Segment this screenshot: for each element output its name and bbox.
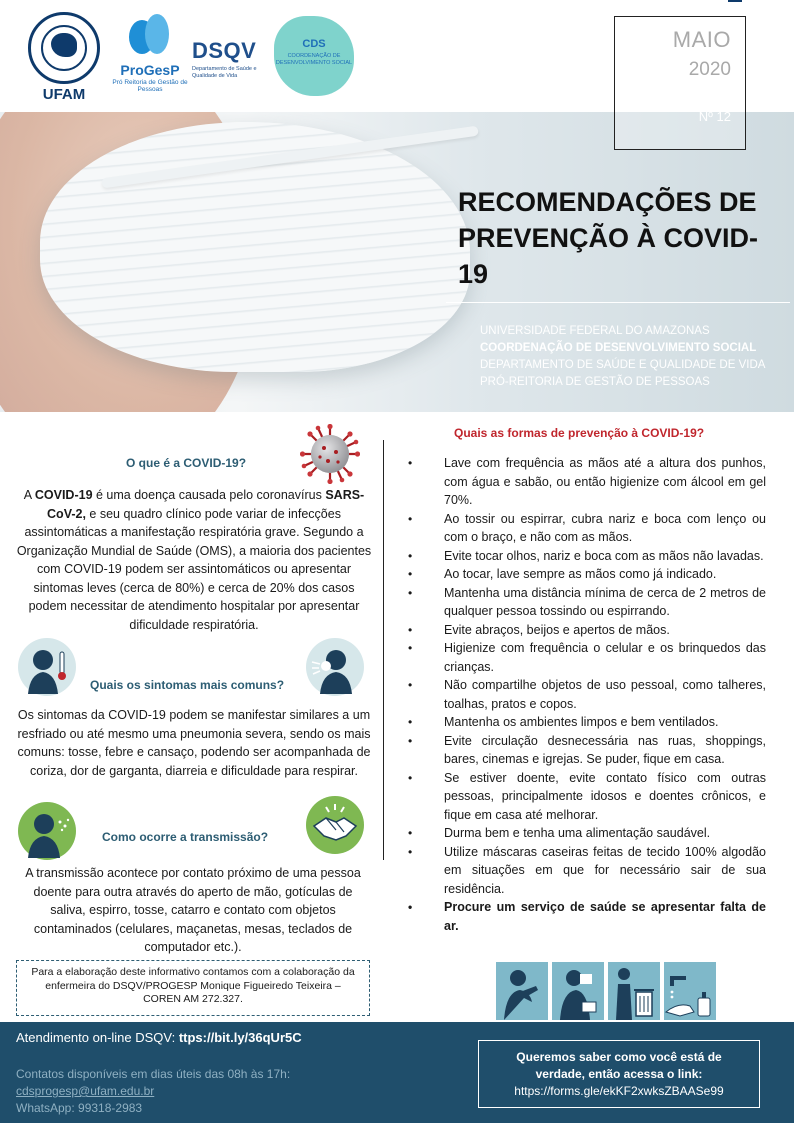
what-term: SARS-CoV-2, — [47, 488, 365, 521]
bullet-icon: • — [408, 622, 413, 637]
prevention-heading: Quais as formas de prevenção à COVID-19? — [454, 426, 705, 440]
page-title — [458, 184, 788, 292]
prevention-item — [398, 510, 766, 547]
prevention-item-text: Higienize com frequência o celular e os brinquedos das crianças. — [444, 641, 766, 674]
handshake-icon — [306, 796, 364, 854]
prevention-item — [398, 676, 766, 713]
corner-mark — [728, 0, 742, 2]
prevention-item-text: Evite circulação desnecessária nas ruas, shoppings, bares, cinemas e igrejas. Se puder, fique em casa. — [444, 733, 766, 766]
org-line: DEPARTAMENTO DE SAÚDE E QUALIDADE DE VIDA — [480, 359, 766, 371]
contacts-hours: Contatos disponíveis em dias úteis das 08h às 17h: — [16, 1067, 291, 1081]
what-heading: O que é a COVID-19? — [126, 456, 247, 470]
prevention-item — [398, 713, 766, 732]
symptoms-heading: Quais os sintomas mais comuns? — [90, 678, 285, 692]
prevention-item — [398, 639, 766, 676]
prevention-item-text: Durma bem e tenha uma alimentação saudável. — [444, 826, 711, 840]
what-paragraph — [16, 486, 372, 634]
bullet-icon: • — [408, 715, 413, 729]
prevention-item — [398, 843, 766, 899]
bullet-icon: • — [408, 511, 413, 526]
symptoms-paragraph: Os sintomas da COVID-19 podem se manifestar similares a um resfriado ou até mesmo uma pneumonia severa, sendo os mais comuns: tosse, febre e cansaço, podendo ser acompanhada de coriza, dor de garganta, diarreia e dificuldade para respirar. — [17, 708, 371, 778]
hero-org-list — [480, 323, 790, 391]
online-service-line — [16, 1030, 302, 1045]
dsqv-logo-sub: Departamento de Saúde e Qualidade de Vida — [192, 66, 257, 79]
cds-logo-sub: COORDENAÇÃO DE DESENVOLVIMENTO SOCIAL — [275, 53, 353, 66]
ufam-seal-icon — [28, 12, 100, 84]
org-line: COORDENAÇÃO DE DESENVOLVIMENTO SOCIAL — [480, 342, 757, 354]
org-line: UNIVERSIDADE FEDERAL DO AMAZONAS — [480, 325, 710, 337]
prevention-item-text: Procure um serviço de saúde se apresentar falta de ar. — [444, 900, 766, 933]
sneezing-person-icon — [18, 802, 76, 860]
hero-divider — [446, 302, 790, 303]
trash-bin-icon — [608, 962, 660, 1020]
contact-whatsapp: WhatsApp: 99318-2983 — [16, 1101, 143, 1115]
bullet-icon: • — [408, 548, 413, 563]
issue-month: MAIO — [672, 27, 731, 52]
page-title-line1: RECOMENDAÇÕES DE — [458, 187, 757, 217]
progesp-logo-word: ProGesP — [120, 62, 180, 78]
contact-email-link[interactable]: cdsprogesp@ufam.edu.br — [16, 1084, 155, 1098]
cds-logo-word: CDS — [302, 38, 326, 50]
what-text: A — [23, 488, 35, 502]
prevention-item-text: Mantenha os ambientes limpos e bem ventilados. — [444, 715, 719, 729]
survey-callout-line2: verdade, então acessa o link: — [535, 1067, 703, 1081]
progesp-logo — [110, 14, 190, 93]
issue-year: 2020 — [688, 59, 731, 80]
org-line: PRÓ-REITORIA DE GESTÃO DE PESSOAS — [480, 376, 710, 388]
what-text: e seu quadro clínico pode variar de infecções assintomáticas a manifestação respiratória grave. Segundo a Organização Mundial de Saúde (OMS), a maioria dos pacientes com COVID-19 podem ser assintomáticos ou apresentar sintomas leves (cerca de 80%) e cerca de 20% dos casos podem necessitar de atendimento hospitalar por apresentar dificuldade respiratória. — [16, 506, 372, 632]
prevention-item-text: Utilize máscaras caseiras feitas de tecido 100% algodão em situações em que for necessário sair de sua residência. — [444, 844, 766, 896]
prevention-item-text: Não compartilhe objetos de uso pessoal, como talheres, toalhas, pratos e copos. — [444, 678, 766, 711]
progesp-logo-sub: Pró Reitoria de Gestão de Pessoas — [112, 79, 188, 93]
survey-link[interactable]: https://forms.gle/ekKF2xwksZBAASe99 — [514, 1084, 724, 1098]
progesp-mark-icon — [129, 14, 171, 56]
bullet-icon: • — [408, 733, 413, 748]
issue-number: Nº 12 — [698, 109, 731, 124]
bullet-icon: • — [408, 826, 413, 840]
prevention-item-text: Se estiver doente, evite contato físico com outras pessoas, principalmente idosos e doentes crônicos, e fique em casa até melhorar. — [444, 770, 766, 822]
credits-note: Para a elaboração deste informativo contamos com a colaboração da enfermeira do DSQV/PROGESP Monique Figueiredo Teixeira – COREN AM 272.327. — [16, 960, 370, 1016]
prevention-item — [398, 547, 766, 566]
bullet-icon: • — [408, 844, 413, 859]
bullet-icon: • — [408, 456, 413, 470]
prevention-item-text: Mantenha uma distância mínima de cerca de 2 metros de qualquer pessoa tossindo ou espirrando. — [444, 585, 766, 618]
ufam-logo-word: UFAM — [42, 86, 86, 103]
survey-callout-line1: Queremos saber como você está de — [516, 1050, 722, 1064]
prevention-item — [398, 732, 766, 769]
coughing-person-icon — [306, 638, 364, 696]
contacts-block — [16, 1066, 290, 1117]
right-column — [398, 412, 770, 968]
transmission-heading: Como ocorre a transmissão? — [102, 830, 269, 844]
ufam-logo — [28, 12, 100, 103]
prevention-item-text: Ao tossir ou espirrar, cubra nariz e boca com lenço ou com o braço, e não com as mãos. — [444, 511, 766, 544]
footer — [0, 1022, 794, 1123]
bullet-icon: • — [408, 641, 413, 655]
prevention-item — [398, 454, 766, 510]
cough-into-elbow-icon — [496, 962, 548, 1020]
survey-callout — [478, 1040, 760, 1108]
what-term: COVID-19 — [34, 488, 93, 502]
online-service-label: Atendimento on-line DSQV: — [16, 1030, 179, 1045]
bullet-icon: • — [408, 567, 413, 581]
handwashing-icon — [664, 962, 716, 1020]
prevention-item — [398, 769, 766, 825]
prevention-item-text: Ao tocar, lave sempre as mãos como já indicado. — [444, 567, 717, 581]
transmission-paragraph: A transmissão acontece por contato próximo de uma pessoa doente para outra através do aperto de mão, gotículas de saliva, espirro, tosse, catarro e contato com objetos contaminados (celulares, maçanetas, mesas, teclados de computador etc.). — [25, 866, 361, 954]
what-text: é uma doença causada pelo coronavírus — [92, 488, 326, 502]
prevention-item-text: Evite tocar olhos, nariz e boca com as mãos não lavadas. — [444, 548, 764, 563]
prevention-item — [398, 621, 766, 640]
page-title-line2: PREVENÇÃO À COVID-19 — [458, 223, 759, 289]
cds-logo — [274, 16, 354, 96]
prevention-item-text: Lave com frequência as mãos até a altura dos punhos, com água e sabão, ou então higienize com álcool em gel 70%. — [444, 456, 766, 507]
prevention-item — [398, 565, 766, 584]
column-divider — [383, 440, 384, 860]
prevention-item — [398, 584, 766, 621]
prevention-item-text: Evite abraços, beijos e apertos de mãos. — [444, 622, 670, 637]
bullet-icon: • — [408, 678, 413, 692]
prevention-item — [398, 898, 766, 935]
sneeze-tissue-icon — [552, 962, 604, 1020]
left-column — [16, 412, 376, 1022]
issue-box — [614, 16, 746, 150]
dsqv-logo — [192, 38, 266, 80]
dsqv-logo-word: DSQV — [192, 38, 257, 63]
hero-banner — [0, 112, 794, 412]
online-service-link[interactable]: ttps://bit.ly/36qUr5C — [178, 1030, 302, 1045]
bullet-icon: • — [408, 585, 413, 600]
bullet-icon: • — [408, 770, 413, 785]
fever-person-icon — [18, 638, 76, 696]
prevention-item — [398, 824, 766, 843]
bullet-icon: • — [408, 900, 413, 914]
prevention-list — [398, 454, 766, 935]
coronavirus-icon — [300, 424, 360, 484]
prevention-pictograms — [496, 962, 720, 1022]
